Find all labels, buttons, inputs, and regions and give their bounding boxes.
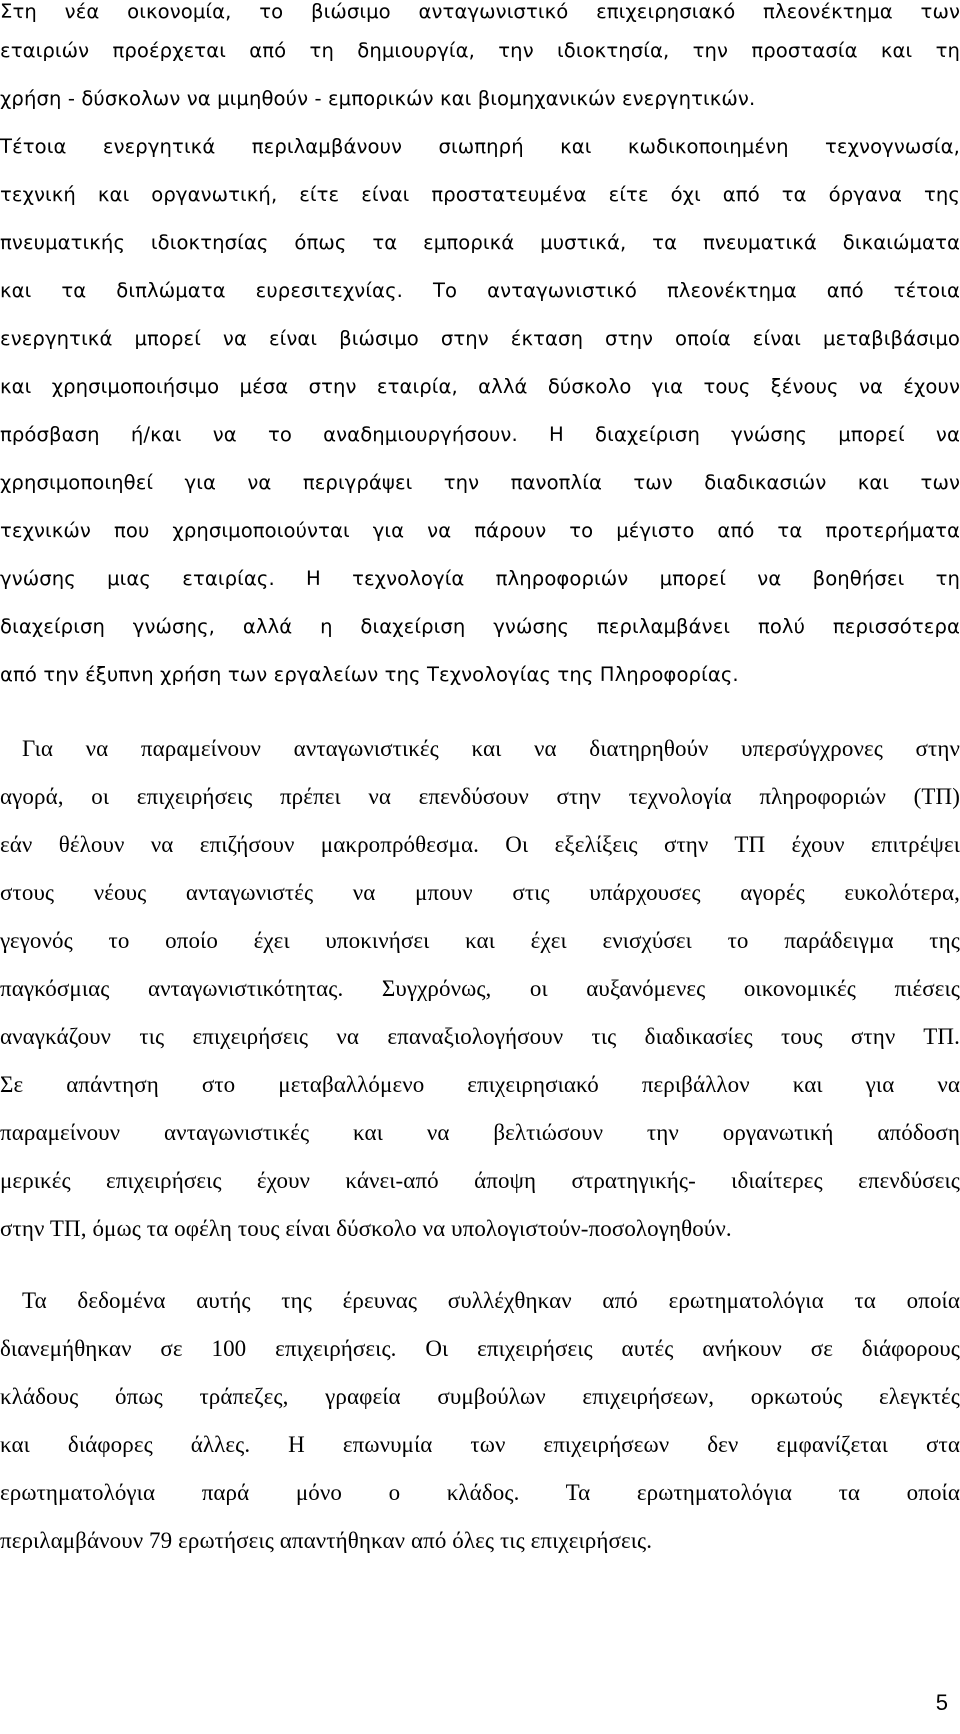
text-line: τεχνική και οργανωτική, είτε είναι προστατευμένα είτε όχι από τα όργανα της (0, 183, 960, 206)
text-line: διανεμήθηκαν σε 100 επιχειρήσεις. Οι επιχειρήσεις αυτές ανήκουν σε διάφορους (0, 1336, 960, 1361)
page-number: 5 (935, 1690, 948, 1715)
text-line: Για να παραμείνουν ανταγωνιστικές και να διατηρηθούν υπερσύγχρονες στην (22, 736, 960, 761)
text-line: τεχνικών που χρησιμοποιούνται για να πάρουν το μέγιστο από τα προτερήματα (0, 519, 960, 542)
text-line: αναγκάζουν τις επιχειρήσεις να επαναξιολογήσουν τις διαδικασίες τους στην ΤΠ. (0, 1024, 960, 1049)
text-line: και διάφορες άλλες. Η επωνυμία των επιχειρήσεων δεν εμφανίζεται στα (0, 1432, 960, 1457)
text-line: και χρησιμοποιήσιμο μέσα στην εταιρία, αλλά δύσκολο για τους ξένους να έχουν (0, 375, 960, 398)
text-line: αγορά, οι επιχειρήσεις πρέπει να επενδύσουν στην τεχνολογία πληροφοριών (ΤΠ) (0, 784, 960, 809)
text-line: και τα διπλώματα ευρεσιτεχνίας. Το ανταγωνιστικό πλεονέκτημα από τέτοια (0, 279, 960, 302)
text-line: παγκόσμιας ανταγωνιστικότητας. Συγχρόνως, οι αυξανόμενες οικονομικές πιέσεις (0, 976, 960, 1001)
text-line: κλάδους όπως τράπεζες, γραφεία συμβούλων επιχειρήσεων, ορκωτούς ελεγκτές (0, 1384, 960, 1409)
text-line: εταιριών προέρχεται από τη δημιουργία, την ιδιοκτησία, την προστασία και τη (0, 39, 960, 62)
text-line: Τέτοια ενεργητικά περιλαμβάνουν σιωπηρή και κωδικοποιημένη τεχνογνωσία, (0, 135, 960, 158)
text-line: πρόσβαση ή/και να το αναδημιουργήσουν. Η διαχείριση γνώσης μπορεί να (0, 423, 960, 446)
text-line: χρησιμοποιηθεί για να περιγράψει την πανοπλία των διαδικασιών και των (0, 471, 960, 494)
text-line: στους νέους ανταγωνιστές να μπουν στις υπάρχουσες αγορές ευκολότερα, (0, 880, 960, 905)
text-line: από την έξυπνη χρήση των εργαλείων της Τεχνολογίας της Πληροφορίας. (0, 663, 739, 686)
text-line: πνευματικής ιδιοκτησίας όπως τα εμπορικά μυστικά, τα πνευματικά δικαιώματα (0, 231, 960, 254)
text-line: ενεργητικά μπορεί να είναι βιώσιμο στην έκταση στην οποία είναι μεταβιβάσιμο (0, 327, 960, 350)
text-line: γεγονός το οποίο έχει υποκινήσει και έχει ενισχύσει το παράδειγμα της (0, 928, 960, 953)
text-line: διαχείριση γνώσης, αλλά η διαχείριση γνώσης περιλαμβάνει πολύ περισσότερα (0, 615, 960, 638)
text-line: περιλαμβάνουν 79 ερωτήσεις απαντήθηκαν από όλες τις επιχειρήσεις. (0, 1528, 653, 1553)
text-line: Τα δεδομένα αυτής της έρευνας συλλέχθηκαν από ερωτηματολόγια τα οποία (22, 1288, 960, 1313)
text-line: εάν θέλουν να επιζήσουν μακροπρόθεσμα. Οι εξελίξεις στην ΤΠ έχουν επιτρέψει (0, 832, 960, 857)
text-line: Σε απάντηση στο μεταβαλλόμενο επιχειρησιακό περιβάλλον και για να (0, 1072, 960, 1097)
text-line: γνώσης μιας εταιρίας. Η τεχνολογία πληροφοριών μπορεί να βοηθήσει τη (0, 567, 960, 590)
text-line: παραμείνουν ανταγωνιστικές και να βελτιώσουν την οργανωτική απόδοση (0, 1120, 960, 1145)
text-line: ερωτηματολόγια παρά μόνο ο κλάδος. Τα ερωτηματολόγια τα οποία (0, 1480, 960, 1505)
text-line: μερικές επιχειρήσεις έχουν κάνει-από άποψη στρατηγικής- ιδιαίτερες επενδύσεις (0, 1168, 960, 1193)
text-line: Στη νέα οικονομία, το βιώσιμο ανταγωνιστικό επιχειρησιακό πλεονέκτημα των (0, 0, 960, 23)
text-line: στην ΤΠ, όμως τα οφέλη τους είναι δύσκολο να υπολογιστούν-ποσολογηθούν. (0, 1216, 732, 1241)
text-line: χρήση - δύσκολων να μιμηθούν - εμπορικών και βιομηχανικών ενεργητικών. (0, 87, 756, 110)
